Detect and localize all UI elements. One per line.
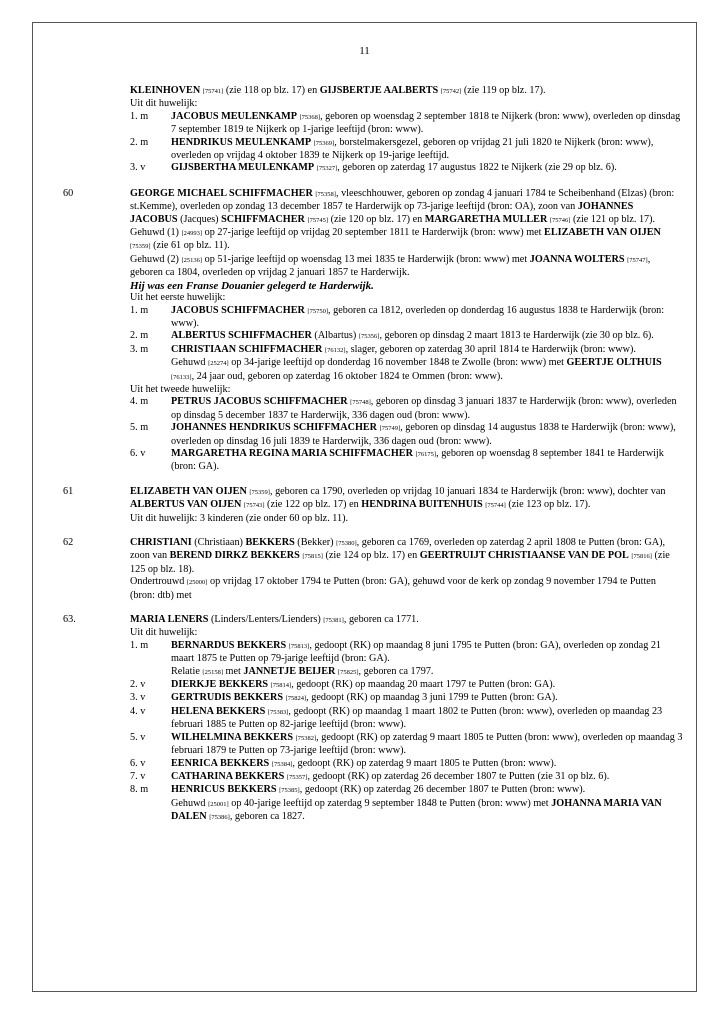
group-heading: Uit het eerste huwelijk: (130, 292, 226, 304)
child-text: CATHARINA BEKKERS [75357], gedoopt (RK) op zaterdag 26 december 1807 te Putten (zie 31 op blz. 6). (171, 770, 610, 782)
entry-body (130, 188, 683, 474)
entry-line: MARIA LENERS (Linders/Lenters/Lienders) [75381], geboren ca 1771. (130, 614, 419, 626)
child-number: 6. v (130, 757, 146, 769)
entry-body (130, 614, 683, 825)
document-page (32, 22, 697, 992)
child-text: GERTRUDIS BEKKERS [75824], gedoopt (RK) op maandag 3 juni 1799 te Putten (bron: GA). (171, 692, 558, 704)
entry-body (130, 85, 683, 176)
entry-line: Gehuwd (2) [25136] op 51-jarige leeftijd op woensdag 13 mei 1835 te Harderwijk (bron: www) met JOANNA WOLTERS [75747], geboren ca 1804, overleden op vrijdag 2 januari 1857 te Harderwijk. (130, 253, 651, 279)
child-row (130, 758, 683, 771)
entry-line: Gehuwd (1) [24993] op 27-jarige leeftijd op vrijdag 20 september 1811 te Harderwijk (bron: www) met ELIZABETH VAN OIJEN [75359] (zie 61 op blz. 11). (130, 227, 661, 252)
child-row (130, 706, 683, 732)
child-text: CHRISTIAAN SCHIFFMACHER [76132], slager, geboren op zaterdag 30 april 1814 te Harderwijk (bron: www). (171, 343, 636, 355)
child-text: JACOBUS MEULENKAMP [75368], geboren op woensdag 2 september 1818 te Nijkerk (bron: www), overleden op dinsdag 7 september 1819 te Nijkerk op 1-jarige leeftijd (bron: www). (171, 110, 681, 136)
genealogy-entry (63, 187, 683, 474)
child-text: EENRICA BEKKERS [75384], gedoopt (RK) op zaterdag 9 maart 1805 te Putten (bron: www). (171, 757, 557, 769)
child-row (130, 692, 683, 705)
child-row (130, 162, 683, 175)
child-row (130, 732, 683, 758)
child-number: 3. v (130, 692, 146, 704)
child-number: 5. v (130, 731, 146, 743)
child-text: HENDRIKUS MEULENKAMP [75369], borstelmakersgezel, geboren op vrijdag 21 juli 1820 te Nijkerk (bron: www), overleden op vrijdag 4 oktober 1839 te Nijkerk op 19-jarige leeftijd. (171, 136, 654, 162)
child-number: 1. m (130, 110, 149, 122)
child-text: BERNARDUS BEKKERS [75813], gedoopt (RK) op maandag 8 juni 1795 te Putten (bron: GA), overleden op zondag 21 maart 1875 te Putten op 79-jarige leeftijd (bron: GA). (171, 639, 662, 665)
group-heading: Uit het tweede huwelijk: (130, 383, 231, 395)
child-text: JOHANNES HENDRIKUS SCHIFFMACHER [75749], geboren op dinsdag 14 augustus 1838 te Harderwijk (bron: www), overleden op dinsdag 16 juli 1839 te Harderwijk, 336 dagen oud (bron: www). (171, 422, 676, 447)
child-row (130, 422, 683, 448)
child-text: DIERKJE BEKKERS [75814], gedoopt (RK) op maandag 20 maart 1797 te Putten (bron: GA). (171, 679, 556, 691)
genealogy-entry (63, 485, 683, 525)
child-extra: Gehuwd [25001] op 40-jarige leeftijd op zaterdag 9 september 1848 te Putten (bron: www) met JOHANNA MARIA VAN DALEN [75386], geboren ca 1827. (171, 797, 662, 823)
child-row (130, 137, 683, 163)
child-number: 2. m (130, 136, 149, 148)
child-number: 2. m (130, 330, 149, 342)
entry-line: KLEINHOVEN [75741] (zie 118 op blz. 17) en GIJSBERTJE AALBERTS [75742] (zie 119 op blz. 17). (130, 85, 546, 96)
child-text: PETRUS JACOBUS SCHIFFMACHER [75748], geboren op dinsdag 3 januari 1837 te Harderwijk (bron: www), overleden op dinsdag 5 december 1837 te Harderwijk, 336 dagen oud (bron: www). (171, 396, 677, 421)
child-text: MARGARETHA REGINA MARIA SCHIFFMACHER [76175], geboren op woensdag 8 september 1841 te Harderwijk (bron: GA). (171, 447, 664, 473)
child-text: JACOBUS SCHIFFMACHER [75750], geboren ca 1812, overleden op donderdag 16 augustus 1838 te Harderwijk (bron: www). (171, 304, 665, 329)
child-row (130, 305, 683, 331)
child-number: 4. v (130, 705, 146, 717)
page-number: 11 (359, 45, 370, 57)
child-row (130, 679, 683, 692)
child-row (130, 640, 683, 666)
child-row (130, 111, 683, 137)
child-number: 3. v (130, 162, 146, 174)
child-number: 8. m (130, 784, 149, 796)
child-extra: Gehuwd [25274] op 34-jarige leeftijd op donderdag 16 november 1848 te Zwolle (bron: www) met GEERTJE OLTHUIS [76133], 24 jaar oud, geboren op zaterdag 16 oktober 1824 te Ommen (bron: www). (171, 357, 662, 382)
genealogy-entry (63, 537, 683, 602)
entry-line: Uit dit huwelijk: (130, 627, 198, 639)
entry-number: 61 (63, 485, 74, 497)
entry-line: GEORGE MICHAEL SCHIFFMACHER [75358], vleeschhouwer, geboren op zondag 4 januari 1784 te Scheibenhand (Elzas) (bron: st.Kemme), overleden op zondag 13 december 1857 te Harderwijk op 73-jarige leeftijd (bron: OA), zoon van JOHANNES JACOBUS (Jacques) SCHIFFMACHER [75745] (zie 120 op blz. 17) en MARGARETHA MULLER [75746] (zie 121 op blz. 17). (130, 187, 675, 225)
genealogy-entry (63, 614, 683, 825)
child-number: 3. m (130, 343, 149, 355)
child-extra: Relatie [25158] met JANNETJE BEIJER [75825], geboren ca 1797. (171, 665, 434, 677)
child-text: HELENA BEKKERS [75383], gedoopt (RK) op maandag 1 maart 1802 te Putten (bron: www), overleden op maandag 23 februari 1885 te Putten op 82-jarige leeftijd (bron: www). (171, 705, 663, 731)
child-text: HENRICUS BEKKERS [75385], gedoopt (RK) op zaterdag 26 december 1807 te Putten (bron: www). (171, 784, 586, 796)
entry-line: Ondertrouwd [25000] op vrijdag 17 oktober 1794 te Putten (bron: GA), gehuwd voor de kerk op zondag 9 november 1794 te Putten (bron: dtb) met (130, 576, 656, 601)
entry-number: 62 (63, 537, 74, 548)
genealogy-content (63, 85, 683, 837)
entry-body (130, 486, 683, 525)
child-row (130, 448, 683, 474)
entry-number: 60 (63, 187, 74, 199)
entry-line: Uit dit huwelijk: 3 kinderen (zie onder 60 op blz. 11). (130, 512, 349, 524)
child-text: GIJSBERTHA MEULENKAMP [75327], geboren op zaterdag 17 augustus 1822 te Nijkerk (zie 29 op blz. 6). (171, 162, 617, 174)
child-number: 1. m (130, 304, 149, 316)
entry-body (130, 537, 683, 602)
entry-line: Uit dit huwelijk: (130, 98, 198, 110)
child-number: 1. m (130, 639, 149, 651)
child-row (130, 396, 683, 422)
genealogy-entry (93, 85, 683, 176)
child-number: 2. v (130, 679, 146, 691)
child-row (130, 771, 683, 784)
child-row (130, 344, 683, 357)
child-text: ALBERTUS SCHIFFMACHER (Albartus) [75356], geboren op dinsdag 2 maart 1813 te Harderwijk (zie 30 op blz. 6). (171, 330, 654, 342)
child-row (130, 784, 683, 797)
entry-note: Hij was een Franse Douanier gelegerd te Harderwijk. (130, 279, 374, 292)
child-number: 6. v (130, 447, 146, 459)
child-number: 5. m (130, 422, 149, 434)
child-row (130, 330, 683, 343)
child-number: 4. m (130, 396, 149, 408)
entry-line: CHRISTIANI (Christiaan) BEKKERS (Bekker) [75380], geboren ca 1769, overleden op zaterdag 2 april 1808 te Putten (bron: GA), zoon van BEREND DIRKZ BEKKERS [75815] (zie 124 op blz. 17) en GEERTRUIJT CHRISTIAANSE VAN DE POL [75816] (zie 125 op blz. 18). (130, 537, 670, 575)
child-text: WILHELMINA BEKKERS [75382], gedoopt (RK) op zaterdag 9 maart 1805 te Putten (bron: www), overleden op maandag 3 februari 1879 te Putten op 73-jarige leeftijd (bron: www). (171, 731, 683, 757)
entry-number: 63. (63, 614, 76, 626)
child-number: 7. v (130, 770, 146, 782)
entry-line: ELIZABETH VAN OIJEN [75359], geboren ca 1790, overleden op vrijdag 10 januari 1834 te Harderwijk (bron: www), dochter van ALBERTUS VAN OIJEN [75743] (zie 122 op blz. 17) en HENDRINA BUITENHUIS [75744] (zie 123 op blz. 17). (130, 485, 666, 511)
